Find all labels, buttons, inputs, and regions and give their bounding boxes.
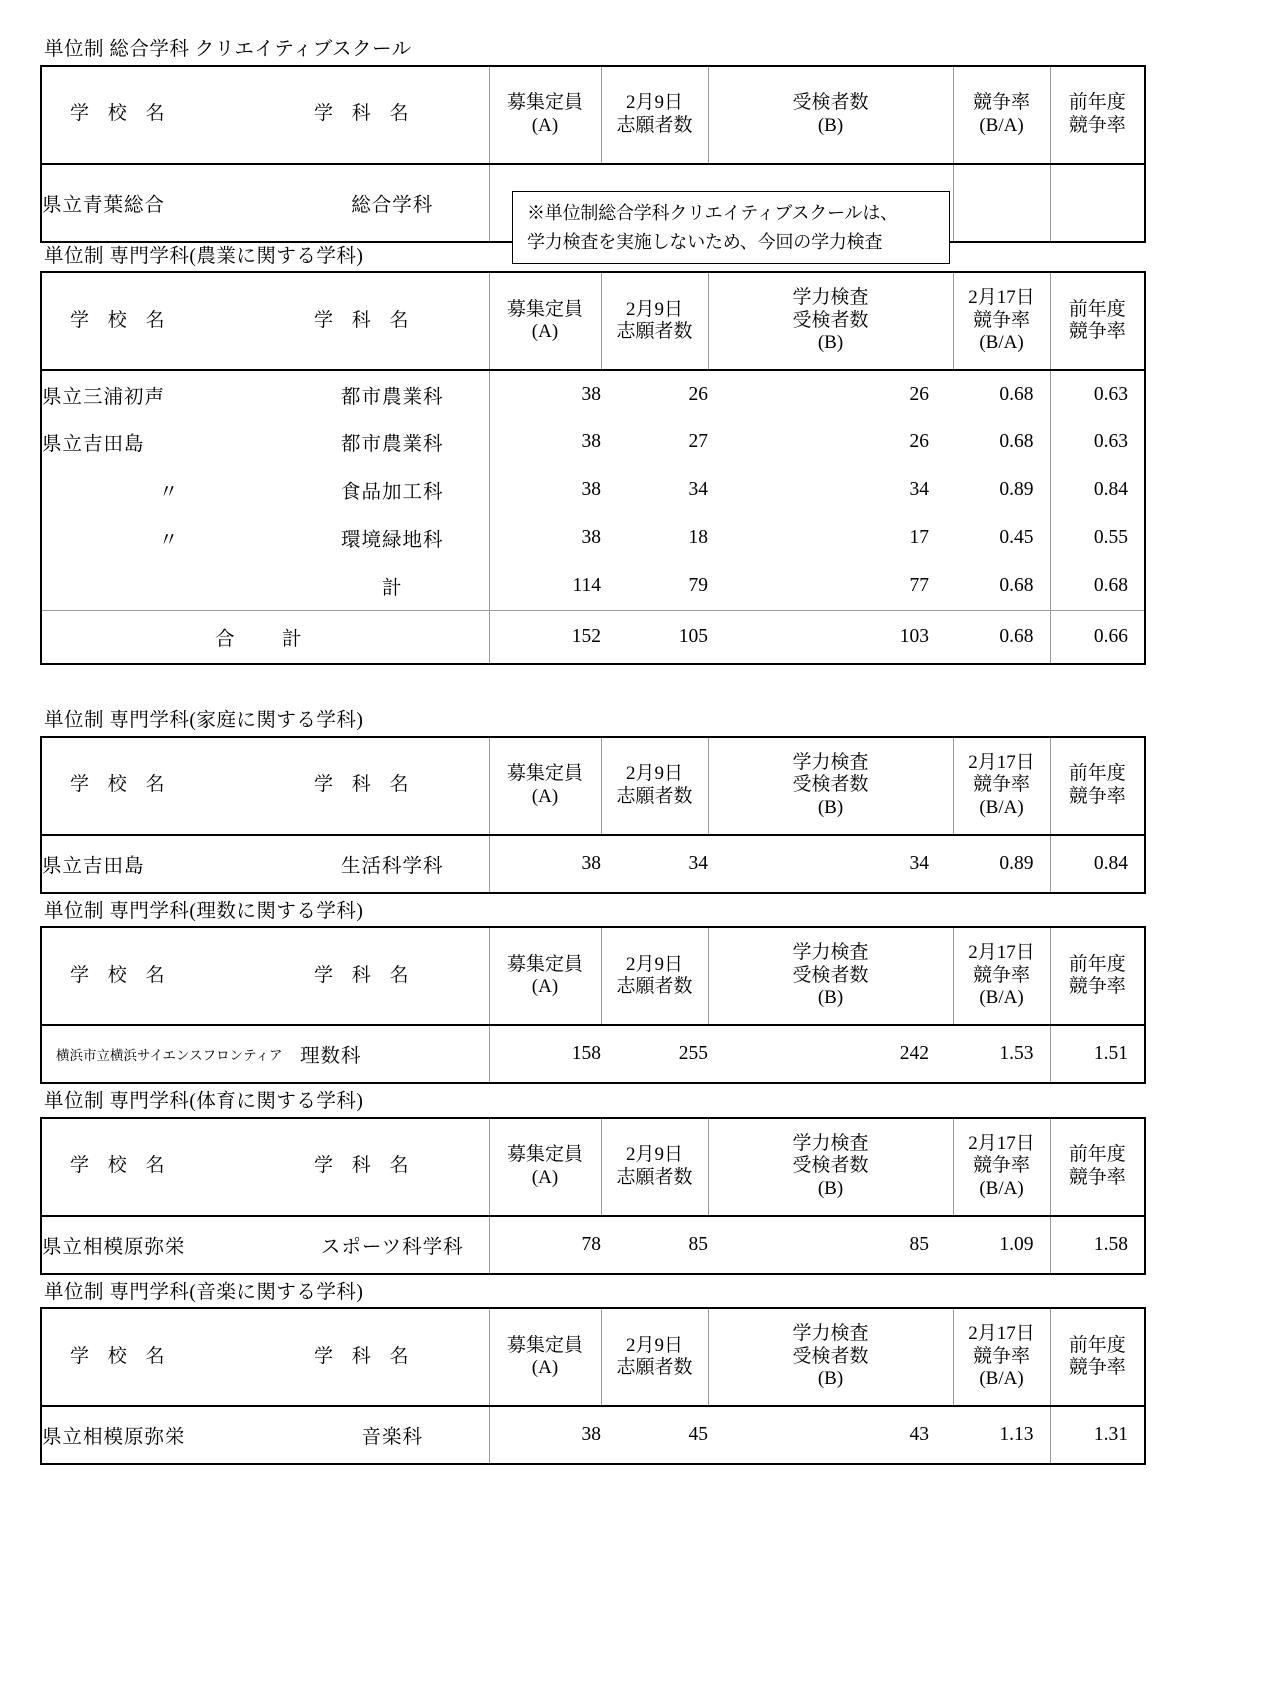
col-header-dept: 学 科 名 bbox=[296, 1118, 489, 1216]
table-row bbox=[41, 1406, 1145, 1464]
col-header-examinees-line2: 受検者数 bbox=[792, 774, 869, 796]
col-header-ratio-line3: (B/A) bbox=[979, 1368, 1024, 1390]
col-header-ratio-line2: 競争率 bbox=[972, 1345, 1030, 1367]
col-header-examinees-line2: 受検者数 bbox=[792, 1345, 869, 1367]
col-header-dept: 学 科 名 bbox=[296, 737, 489, 835]
cell-ratio: 0.68 bbox=[953, 610, 1050, 664]
col-header-ratio bbox=[953, 1118, 1050, 1216]
cell-prev-ratio: 0.55 bbox=[1050, 514, 1145, 562]
col-header-ratio-line3: (B/A) bbox=[979, 796, 1024, 818]
section-caption: 単位制 総合学科 クリエイティブスクール bbox=[44, 39, 412, 60]
cell-applicants: 34 bbox=[688, 852, 708, 874]
col-header-applicants bbox=[601, 1308, 708, 1406]
col-header-prev-line2: 競争率 bbox=[1068, 976, 1126, 997]
col-header-prev-ratio bbox=[1050, 927, 1145, 1025]
col-header-prev-line2: 競争率 bbox=[1068, 785, 1126, 807]
section-caption: 単位制 専門学科(体育に関する学科) bbox=[44, 1091, 364, 1112]
cell-grand-total-label: 合 計 bbox=[41, 610, 489, 664]
col-header-quota-line1: 募集定員 bbox=[506, 763, 583, 785]
col-header-examinees-line1: 学力検査 bbox=[792, 1323, 869, 1345]
col-header-quota bbox=[489, 737, 601, 835]
table-row bbox=[41, 418, 1145, 466]
col-header-examinees-line3: (B) bbox=[817, 1368, 844, 1390]
cell-ratio: 0.68 bbox=[999, 574, 1034, 596]
cell-school: 県立三浦初声 bbox=[42, 386, 166, 408]
cell-applicants: 105 bbox=[601, 610, 708, 664]
cell-applicants: 27 bbox=[688, 431, 708, 452]
col-header-ratio-line2: 競争率 bbox=[972, 774, 1030, 796]
col-header-quota bbox=[489, 1308, 601, 1406]
cell-ratio: 1.09 bbox=[999, 1233, 1034, 1255]
cell-examinees: 26 bbox=[909, 431, 929, 452]
cell-quota: 38 bbox=[489, 1406, 601, 1464]
cell-applicants: 18 bbox=[688, 527, 708, 548]
cell-dept: 都市農業科 bbox=[340, 434, 444, 455]
col-header-examinees-line3: (B) bbox=[817, 796, 844, 818]
table-row-subtotal bbox=[41, 562, 1145, 610]
col-header-dept: 学 科 名 bbox=[296, 272, 489, 370]
col-header-applicants-line2: 志願者数 bbox=[616, 1166, 693, 1188]
col-header-examinees-line3: (B) bbox=[817, 987, 844, 1009]
table-agriculture bbox=[40, 271, 1146, 665]
col-header-prev-ratio bbox=[1050, 66, 1145, 164]
col-header-examinees-line1: 学力検査 bbox=[792, 751, 869, 773]
col-header-quota-line2: (A) bbox=[531, 1166, 559, 1188]
cell-school: 〃 bbox=[158, 482, 180, 503]
cell-examinees: 242 bbox=[899, 1043, 929, 1064]
cell-quota: 38 bbox=[489, 835, 601, 893]
col-header-ratio-line1: 2月17日 bbox=[968, 287, 1035, 309]
cell-quota: 38 bbox=[489, 418, 601, 466]
col-header-prev-line1: 前年度 bbox=[1068, 1334, 1126, 1356]
cell-quota: 38 bbox=[489, 370, 601, 418]
col-header-applicants bbox=[601, 927, 708, 1025]
table-header-row bbox=[41, 737, 1145, 835]
cell-ratio: 0.89 bbox=[999, 479, 1034, 500]
cell-subtotal-label: 計 bbox=[381, 577, 403, 599]
col-header-examinees bbox=[708, 1118, 953, 1216]
section-agriculture bbox=[40, 247, 1240, 666]
col-header-school: 学 校 名 bbox=[41, 1308, 296, 1406]
col-header-ratio-line2: 競争率 bbox=[972, 309, 1030, 331]
section-home-economics bbox=[40, 711, 1240, 894]
cell-examinees: 77 bbox=[909, 574, 929, 596]
cell-school: 県立吉田島 bbox=[42, 855, 145, 877]
col-header-ratio-line3: (B/A) bbox=[979, 987, 1024, 1009]
col-header-quota-line1: 募集定員 bbox=[506, 953, 583, 975]
section-science-math bbox=[40, 902, 1240, 1085]
col-header-examinees-line3: (B) bbox=[817, 1177, 844, 1199]
cell-ratio: 0.68 bbox=[999, 431, 1034, 452]
col-header-applicants-line2: 志願者数 bbox=[616, 976, 693, 997]
cell-examinees: 34 bbox=[909, 852, 929, 874]
cell-ratio: 1.53 bbox=[999, 1043, 1034, 1064]
section-music bbox=[40, 1283, 1240, 1466]
col-header-quota bbox=[489, 1118, 601, 1216]
col-header-prev-line2: 競争率 bbox=[1068, 1357, 1126, 1378]
col-header-prev-line1: 前年度 bbox=[1068, 92, 1126, 114]
col-header-dept: 学 科 名 bbox=[296, 66, 489, 164]
cell-ratio: 0.68 bbox=[999, 383, 1034, 405]
col-header-dept: 学 科 名 bbox=[296, 927, 489, 1025]
cell-school: 県立吉田島 bbox=[42, 434, 145, 455]
col-header-prev-line1: 前年度 bbox=[1068, 1144, 1126, 1166]
col-header-quota-line1: 募集定員 bbox=[506, 298, 583, 320]
col-header-prev-ratio bbox=[1050, 1118, 1145, 1216]
cell-school: 県立相模原弥栄 bbox=[42, 1427, 186, 1448]
cell-dept: 総合学科 bbox=[351, 194, 434, 216]
section-caption: 単位制 専門学科(農業に関する学科) bbox=[44, 245, 364, 267]
col-header-school: 学 校 名 bbox=[41, 1118, 296, 1216]
col-header-quota bbox=[489, 272, 601, 370]
col-header-applicants-line1: 2月9日 bbox=[625, 763, 683, 785]
col-header-prev-line1: 前年度 bbox=[1068, 298, 1126, 320]
col-header-applicants bbox=[601, 66, 708, 164]
col-header-examinees-line2: 受検者数 bbox=[792, 309, 869, 331]
cell-school: 〃 bbox=[158, 530, 180, 551]
col-header-examinees-line2: (B) bbox=[817, 114, 844, 136]
col-header-school: 学 校 名 bbox=[41, 272, 296, 370]
cell-prev-ratio: 0.63 bbox=[1050, 418, 1145, 466]
cell-dept: 理数科 bbox=[300, 1046, 362, 1067]
table-physical-education bbox=[40, 1117, 1146, 1275]
col-header-ratio-line1: 2月17日 bbox=[968, 942, 1035, 964]
cell-prev-ratio: 0.68 bbox=[1050, 562, 1145, 610]
cell-prev-ratio: 0.84 bbox=[1050, 466, 1145, 514]
col-header-quota-line2: (A) bbox=[531, 1357, 559, 1378]
cell-examinees: 103 bbox=[708, 610, 953, 664]
col-header-applicants-line1: 2月9日 bbox=[625, 953, 683, 975]
col-header-ratio bbox=[953, 927, 1050, 1025]
col-header-quota bbox=[489, 66, 601, 164]
col-header-examinees bbox=[708, 927, 953, 1025]
cell-prev-ratio: 0.63 bbox=[1050, 370, 1145, 418]
col-header-ratio-line1: 2月17日 bbox=[968, 751, 1035, 773]
cell-prev-ratio: 0.66 bbox=[1050, 610, 1145, 664]
cell-dept: 音楽科 bbox=[361, 1427, 423, 1448]
cell-applicants: 79 bbox=[688, 574, 708, 596]
col-header-quota-line2: (A) bbox=[531, 114, 559, 136]
col-header-ratio-line2: 競争率 bbox=[972, 1155, 1030, 1177]
col-header-prev-ratio bbox=[1050, 272, 1145, 370]
col-header-examinees-line2: 受検者数 bbox=[792, 1155, 869, 1177]
col-header-applicants-line2: 志願者数 bbox=[616, 1357, 693, 1378]
note-line-2: 学力検査を実施しないため、今回の学力検査 bbox=[527, 232, 883, 253]
cell-examinees: 34 bbox=[909, 479, 929, 500]
col-header-ratio-line3: (B/A) bbox=[979, 1177, 1024, 1199]
col-header-ratio-line1: 2月17日 bbox=[968, 1132, 1035, 1154]
col-header-applicants-line2: 志願者数 bbox=[616, 785, 693, 807]
section-caption: 単位制 専門学科(家庭に関する学科) bbox=[44, 710, 364, 731]
table-home-economics bbox=[40, 736, 1146, 894]
cell-ratio: 0.45 bbox=[999, 527, 1034, 548]
col-header-examinees-line3: (B) bbox=[817, 332, 844, 354]
table-row bbox=[41, 1216, 1145, 1274]
cell-applicants: 34 bbox=[688, 479, 708, 500]
cell-examinees: 85 bbox=[909, 1233, 929, 1255]
col-header-ratio-line1: 競争率 bbox=[972, 92, 1030, 114]
note-box bbox=[512, 191, 950, 264]
section-caption: 単位制 専門学科(理数に関する学科) bbox=[44, 900, 364, 922]
cell-ratio: 0.89 bbox=[999, 852, 1034, 874]
cell-school bbox=[41, 562, 296, 610]
col-header-quota-line2: (A) bbox=[531, 976, 559, 997]
col-header-quota bbox=[489, 927, 601, 1025]
cell-applicants: 26 bbox=[688, 383, 708, 405]
cell-ratio bbox=[953, 164, 1050, 242]
col-header-ratio-line2: 競争率 bbox=[972, 964, 1030, 986]
col-header-school: 学 校 名 bbox=[41, 737, 296, 835]
col-header-quota-line1: 募集定員 bbox=[506, 1144, 583, 1166]
col-header-ratio bbox=[953, 1308, 1050, 1406]
col-header-prev-line1: 前年度 bbox=[1068, 763, 1126, 785]
col-header-examinees bbox=[708, 1308, 953, 1406]
table-row bbox=[41, 835, 1145, 893]
col-header-applicants bbox=[601, 272, 708, 370]
col-header-ratio bbox=[953, 272, 1050, 370]
col-header-applicants-line2: 志願者数 bbox=[616, 114, 693, 136]
col-header-examinees-line1: 学力検査 bbox=[792, 1132, 869, 1154]
table-row bbox=[41, 370, 1145, 418]
table-row bbox=[41, 1025, 1145, 1083]
col-header-ratio bbox=[953, 737, 1050, 835]
cell-ratio: 1.13 bbox=[999, 1424, 1034, 1445]
cell-quota: 114 bbox=[489, 562, 601, 610]
cell-prev-ratio: 0.84 bbox=[1050, 835, 1145, 893]
col-header-prev-line2: 競争率 bbox=[1068, 114, 1126, 136]
col-header-applicants-line1: 2月9日 bbox=[625, 1144, 683, 1166]
cell-examinees: 17 bbox=[909, 527, 929, 548]
col-header-prev-line2: 競争率 bbox=[1068, 1166, 1126, 1188]
cell-dept: スポーツ科学科 bbox=[320, 1236, 464, 1258]
col-header-examinees-line1: 受検者数 bbox=[792, 92, 869, 114]
col-header-examinees-line1: 学力検査 bbox=[792, 287, 869, 309]
col-header-quota-line1: 募集定員 bbox=[506, 1334, 583, 1356]
col-header-school: 学 校 名 bbox=[41, 927, 296, 1025]
col-header-examinees-line1: 学力検査 bbox=[792, 942, 869, 964]
table-music bbox=[40, 1307, 1146, 1465]
col-header-ratio-line3: (B/A) bbox=[979, 332, 1024, 354]
cell-prev-ratio bbox=[1050, 164, 1145, 242]
cell-school: 県立相模原弥栄 bbox=[42, 1236, 186, 1258]
note-line-1: ※単位制総合学科クリエイティブスクールは、 bbox=[527, 203, 898, 223]
table-row bbox=[41, 514, 1145, 562]
cell-dept: 生活科学科 bbox=[340, 855, 444, 877]
col-header-applicants-line2: 志願者数 bbox=[616, 321, 693, 342]
section-physical-education bbox=[40, 1092, 1240, 1275]
col-header-quota-line2: (A) bbox=[531, 785, 559, 807]
cell-quota: 78 bbox=[489, 1216, 601, 1274]
col-header-examinees bbox=[708, 66, 953, 164]
cell-prev-ratio: 1.58 bbox=[1050, 1216, 1145, 1274]
table-header-row bbox=[41, 1308, 1145, 1406]
table-header-row bbox=[41, 927, 1145, 1025]
col-header-examinees-line2: 受検者数 bbox=[792, 964, 869, 986]
col-header-ratio-line2: (B/A) bbox=[979, 114, 1024, 136]
table-header-row bbox=[41, 272, 1145, 370]
cell-applicants: 45 bbox=[688, 1424, 708, 1445]
table-row-grand-total bbox=[41, 610, 1145, 664]
col-header-prev-line2: 競争率 bbox=[1068, 321, 1126, 342]
cell-school: 県立青葉総合 bbox=[42, 194, 166, 216]
table-header-row bbox=[41, 66, 1145, 164]
col-header-dept: 学 科 名 bbox=[296, 1308, 489, 1406]
col-header-examinees bbox=[708, 272, 953, 370]
col-header-quota-line1: 募集定員 bbox=[506, 92, 583, 114]
cell-applicants: 255 bbox=[678, 1043, 708, 1064]
cell-examinees: 26 bbox=[909, 383, 929, 405]
col-header-school: 学 校 名 bbox=[41, 66, 296, 164]
col-header-examinees bbox=[708, 737, 953, 835]
col-header-applicants-line1: 2月9日 bbox=[625, 1334, 683, 1356]
col-header-applicants bbox=[601, 1118, 708, 1216]
col-header-applicants bbox=[601, 737, 708, 835]
col-header-applicants-line1: 2月9日 bbox=[625, 92, 683, 114]
section-caption: 単位制 専門学科(音楽に関する学科) bbox=[44, 1281, 364, 1303]
cell-applicants: 85 bbox=[688, 1233, 708, 1255]
col-header-prev-ratio bbox=[1050, 1308, 1145, 1406]
table-header-row bbox=[41, 1118, 1145, 1216]
table-science-math bbox=[40, 926, 1146, 1084]
col-header-ratio-line1: 2月17日 bbox=[968, 1323, 1035, 1345]
cell-examinees: 43 bbox=[909, 1424, 929, 1445]
cell-prev-ratio: 1.31 bbox=[1050, 1406, 1145, 1464]
col-header-ratio bbox=[953, 66, 1050, 164]
cell-dept: 食品加工科 bbox=[340, 482, 444, 503]
col-header-prev-ratio bbox=[1050, 737, 1145, 835]
col-header-prev-line1: 前年度 bbox=[1068, 953, 1126, 975]
cell-prev-ratio: 1.51 bbox=[1050, 1025, 1145, 1083]
cell-quota: 38 bbox=[489, 514, 601, 562]
cell-school: 横浜市立横浜サイエンスフロンティア bbox=[56, 1048, 283, 1063]
col-header-applicants-line1: 2月9日 bbox=[625, 298, 683, 320]
cell-quota: 38 bbox=[489, 466, 601, 514]
col-header-quota-line2: (A) bbox=[531, 321, 559, 342]
table-row bbox=[41, 466, 1145, 514]
cell-quota: 152 bbox=[489, 610, 601, 664]
cell-quota: 158 bbox=[489, 1025, 601, 1083]
cell-dept: 都市農業科 bbox=[340, 386, 444, 408]
cell-dept: 環境緑地科 bbox=[340, 530, 444, 551]
